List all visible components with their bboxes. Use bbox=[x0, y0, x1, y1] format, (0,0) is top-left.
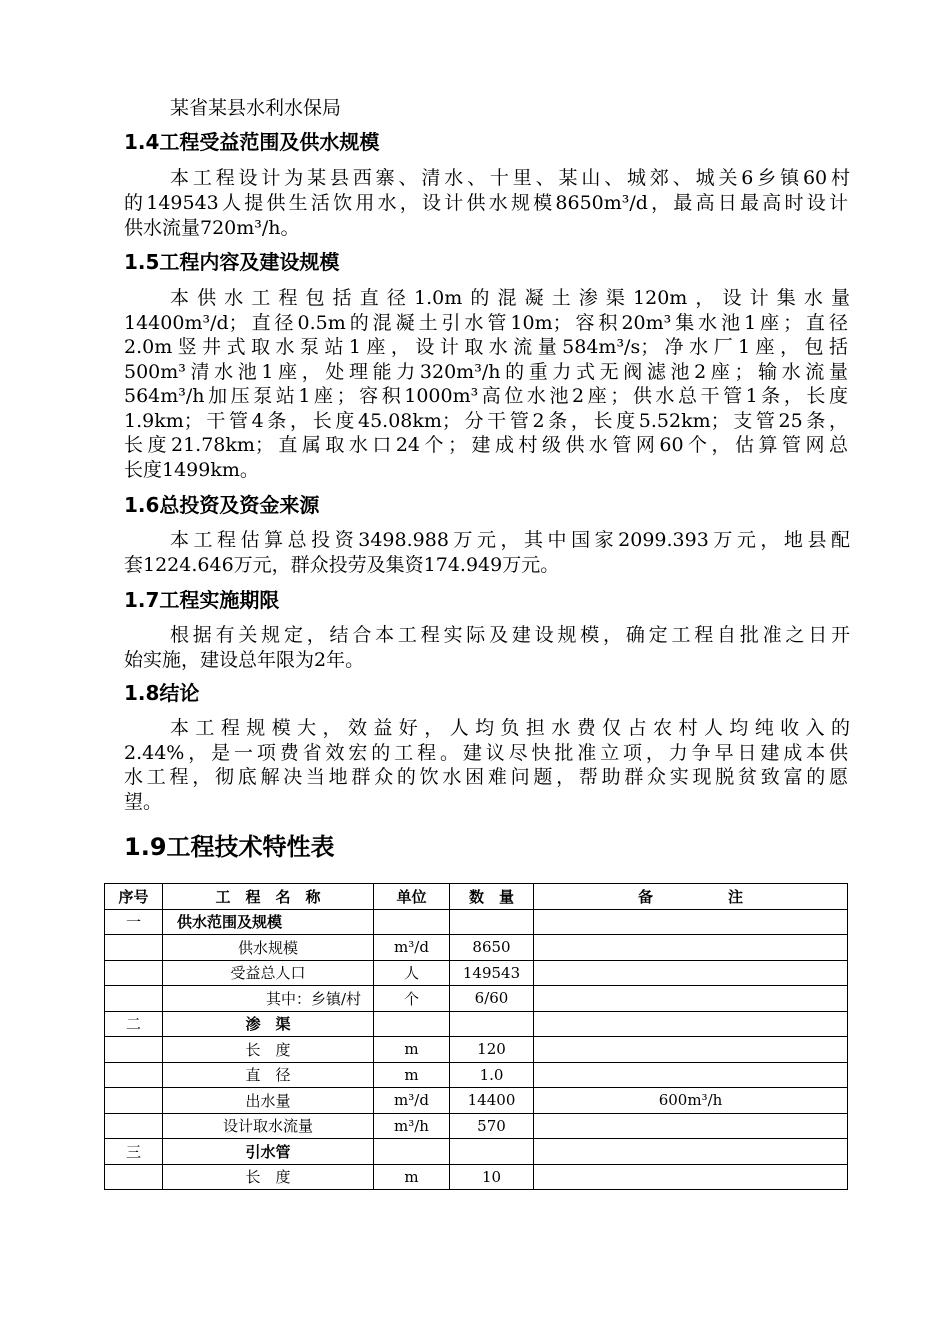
table-row bbox=[105, 1011, 848, 1037]
paragraph-line: 套1224.646万元，群众投劳及集资174.949万元。 bbox=[124, 554, 560, 576]
table-cell bbox=[105, 960, 163, 986]
paragraph-line: 水工程，彻底解决当地群众的饮水困难问题，帮助群众实现脱贫致富的愿 bbox=[124, 766, 848, 788]
table-cell: m bbox=[374, 1037, 450, 1063]
table-row bbox=[105, 935, 848, 961]
table-cell: 人 bbox=[374, 960, 450, 986]
table-row bbox=[105, 1164, 848, 1190]
table-cell bbox=[105, 1113, 163, 1139]
table-cell: 设计取水流量 bbox=[163, 1113, 374, 1139]
table-cell: 600m³/h bbox=[534, 1088, 848, 1114]
heading-1-5: 1.5工程内容及建设规模 bbox=[124, 250, 340, 274]
table-row bbox=[105, 1088, 848, 1114]
header-cell: 备 注 bbox=[534, 884, 848, 910]
paragraph-line: 1.9km；干管4条，长度45.08km；分干管2条，长度5.52km；支管25条， bbox=[124, 410, 848, 432]
paragraph-line: 2.44%，是一项费省效宏的工程。建议尽快批准立项，力争早日建成本供 bbox=[124, 742, 848, 764]
paragraph-line: 本工程规模大，效益好，人均负担水费仅占农村人均纯收入的 bbox=[170, 717, 850, 739]
paragraph-line: 长度21.78km；直属取水口24个；建成村级供水管网60个，估算管网总 bbox=[124, 434, 848, 456]
table-cell: 个 bbox=[374, 986, 450, 1012]
table-cell: 14400 bbox=[450, 1088, 534, 1114]
table-cell: 10 bbox=[450, 1164, 534, 1190]
table-cell: 直 径 bbox=[163, 1062, 374, 1088]
table-row bbox=[105, 1062, 848, 1088]
header-cell: 单位 bbox=[374, 884, 450, 910]
table-cell: m³/d bbox=[374, 935, 450, 961]
header-cell: 序号 bbox=[105, 884, 163, 910]
header-cell: 工 程 名 称 bbox=[163, 884, 374, 910]
heading-1-4: 1.4工程受益范围及供水规模 bbox=[124, 130, 380, 154]
paragraph-line: 500m³清水池1座，处理能力320m³/h的重力式无阀滤池2座；输水流量 bbox=[124, 361, 848, 383]
table-cell bbox=[534, 986, 848, 1012]
table-cell: 供水范围及规模 bbox=[163, 909, 374, 935]
table-cell: 长 度 bbox=[163, 1164, 374, 1190]
table-cell: m³/d bbox=[374, 1088, 450, 1114]
table-cell bbox=[534, 960, 848, 986]
org-line: 某省某县水利水保局 bbox=[170, 97, 342, 119]
table-row bbox=[105, 909, 848, 935]
table-cell: 120 bbox=[450, 1037, 534, 1063]
table-cell: m bbox=[374, 1164, 450, 1190]
table-cell bbox=[534, 1164, 848, 1190]
paragraph-line: 564m³/h加压泵站1座；容积1000m³高位水池2座；供水总干管1条，长度 bbox=[124, 385, 848, 407]
table-cell: 6/60 bbox=[450, 986, 534, 1012]
table-cell bbox=[105, 1164, 163, 1190]
heading-1-7: 1.7工程实施期限 bbox=[124, 588, 280, 612]
table-cell: 8650 bbox=[450, 935, 534, 961]
table-cell bbox=[534, 1062, 848, 1088]
table-cell bbox=[450, 1011, 534, 1037]
table-cell: 渗 渠 bbox=[163, 1011, 374, 1037]
table-row bbox=[105, 1037, 848, 1063]
table-cell bbox=[534, 909, 848, 935]
table-cell: 三 bbox=[105, 1139, 163, 1165]
table-cell bbox=[105, 1037, 163, 1063]
paragraph-line: 2.0m竖井式取水泵站1座，设计取水流量584m³/s；净水厂1座，包括 bbox=[124, 336, 848, 358]
table-cell bbox=[534, 935, 848, 961]
table-cell bbox=[534, 1139, 848, 1165]
table-row bbox=[105, 1113, 848, 1139]
heading-1-6: 1.6总投资及资金来源 bbox=[124, 493, 320, 517]
table-cell bbox=[105, 935, 163, 961]
table-cell: 长 度 bbox=[163, 1037, 374, 1063]
paragraph-line: 本工程估算总投资3498.988万元，其中国家2099.393万元，地县配 bbox=[170, 529, 850, 551]
table-cell bbox=[374, 909, 450, 935]
table-cell bbox=[105, 1062, 163, 1088]
paragraph-line: 供水流量720m³/h。 bbox=[124, 217, 300, 239]
table-cell bbox=[450, 1139, 534, 1165]
paragraph-line: 本工程设计为某县西寨、清水、十里、某山、城郊、城关6乡镇60村 bbox=[170, 167, 850, 189]
table-cell bbox=[450, 909, 534, 935]
paragraph-line: 望。 bbox=[124, 791, 163, 813]
table-cell: 供水规模 bbox=[163, 935, 374, 961]
table-header-row bbox=[105, 884, 848, 910]
table-cell: 570 bbox=[450, 1113, 534, 1139]
table-row bbox=[105, 960, 848, 986]
paragraph-line: 始实施，建设总年限为2年。 bbox=[124, 649, 365, 671]
tech-spec-table bbox=[104, 883, 848, 1190]
heading-1-8: 1.8结论 bbox=[124, 681, 200, 705]
paragraph-line: 长度1499km。 bbox=[124, 459, 259, 481]
table-cell bbox=[534, 1037, 848, 1063]
table-cell bbox=[374, 1011, 450, 1037]
table-cell: 其中：乡镇/村 bbox=[163, 986, 374, 1012]
table-cell: 出水量 bbox=[163, 1088, 374, 1114]
table-cell: m bbox=[374, 1062, 450, 1088]
table-cell: 149543 bbox=[450, 960, 534, 986]
table-cell bbox=[534, 1011, 848, 1037]
table-cell: 二 bbox=[105, 1011, 163, 1037]
paragraph-line: 的149543人提供生活饮用水，设计供水规模8650m³/d，最高日最高时设计 bbox=[124, 192, 848, 214]
header-cell: 数 量 bbox=[450, 884, 534, 910]
table-cell bbox=[105, 1088, 163, 1114]
table-cell bbox=[374, 1139, 450, 1165]
paragraph-line: 根据有关规定，结合本工程实际及建设规模，确定工程自批准之日开 bbox=[170, 624, 850, 646]
paragraph-line: 14400m³/d；直径0.5m的混凝土引水管10m；容积20m³集水池1座；直径 bbox=[124, 312, 848, 334]
table-cell: 一 bbox=[105, 909, 163, 935]
table-cell bbox=[534, 1113, 848, 1139]
table-cell: m³/h bbox=[374, 1113, 450, 1139]
table-cell: 1.0 bbox=[450, 1062, 534, 1088]
table-row bbox=[105, 986, 848, 1012]
heading-1-9: 1.9工程技术特性表 bbox=[124, 833, 335, 861]
table-cell: 受益总人口 bbox=[163, 960, 374, 986]
paragraph-line: 本供水工程包括直径1.0m的混凝土渗渠120m，设计集水量 bbox=[170, 287, 850, 309]
table-row bbox=[105, 1139, 848, 1165]
table-cell: 引水管 bbox=[163, 1139, 374, 1165]
table-cell bbox=[105, 986, 163, 1012]
